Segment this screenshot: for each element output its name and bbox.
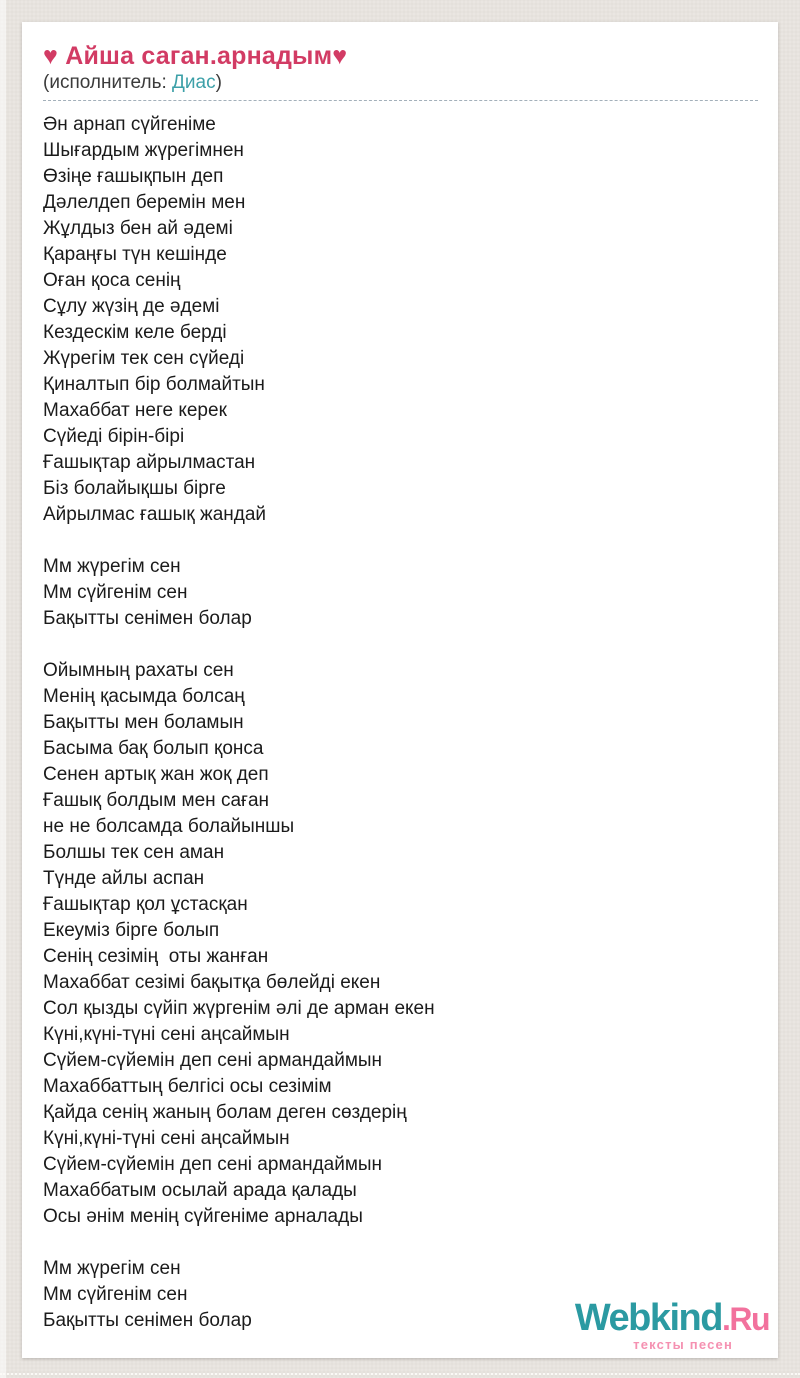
lyric-line: Бақытты мен боламын [43,712,244,733]
lyric-line: Екеуміз бірге болып [43,920,220,941]
artist-line [43,73,758,101]
lyric-line: Сүйем-сүйемін деп сені армандаймын [43,1050,383,1071]
lyric-line: Осы әнім менің сүйгеніме арналады [43,1206,363,1227]
heart-icon: ♥ [43,42,59,70]
song-title-text: Айша саган.арнадым [65,42,333,70]
lyric-line: Басыма бақ болып қонса [43,738,264,759]
lyric-line: Сол қызды сүйіп жүргенім әлі де арман екен [43,998,435,1019]
stanza [43,112,758,528]
lyric-line: Махаббаттың белгісі осы сезімім [43,1076,332,1097]
site-tagline: тексты песен [633,1337,733,1352]
lyric-line: Ғашық болдым мен саған [43,790,270,811]
lyric-line: Шығардым жүрегімнен [43,140,244,161]
lyric-line: Махаббатым осылай арада қалады [43,1180,357,1201]
lyric-line: Ән арнап сүйгеніме [43,114,216,135]
lyrics [43,112,758,1334]
lyric-line: Жүрегім тек сен сүйеді [43,348,245,369]
site-logo [575,1299,769,1351]
lyric-line: Өзіңе ғашықпын деп [43,166,224,187]
site-logo-link[interactable] [575,1299,769,1337]
lyric-line: Түнде айлы аспан [43,868,205,889]
lyric-line: Сұлу жүзің де әдемі [43,296,220,317]
lyric-line: Сенің сезімің оты жанған [43,946,269,967]
artist-label: (исполнитель: [43,72,173,93]
lyric-line: Мм жүрегім сен [43,1258,181,1279]
lyric-line: Ойымның рахаты сен [43,660,234,681]
heart-icon: ♥ [332,42,348,70]
lyric-line: Қараңғы түн кешінде [43,244,227,265]
lyric-line: Оған қоса сенің [43,270,181,291]
lyric-line: Біз болайықшы бірге [43,478,226,499]
lyric-line: Жұлдыз бен ай әдемі [43,218,233,239]
lyric-line: Кездескім келе берді [43,322,227,343]
lyric-line: Күні,күні-түні сені аңсаймын [43,1024,290,1045]
lyric-line: не не болсамда болайыншы [43,816,295,837]
lyric-line: Қайда сенің жаның болам деген сөздерің [43,1102,407,1123]
lyric-line: Ғашықтар айрылмастан [43,452,256,473]
stanza [43,658,758,1230]
brand-name: Webkind [574,1297,722,1339]
lyric-line: Қиналтып бір болмайтын [43,374,265,395]
lyric-line: Ғашықтар қол ұстасқан [43,894,248,915]
artist-label-close: ) [215,72,222,93]
lyric-line: Күні,күні-түні сені аңсаймын [43,1128,290,1149]
lyric-line: Айрылмас ғашық жандай [43,504,267,525]
lyric-line: Бақытты сенімен болар [43,608,252,629]
lyric-line: Сүйем-сүйемін деп сені армандаймын [43,1154,383,1175]
page-title [43,44,758,68]
lyric-line: Дәлелдеп беремін мен [43,192,246,213]
lyric-line: Менің қасымда болсаң [43,686,245,707]
stanza [43,554,758,632]
lyric-line: Мм сүйгенім сен [43,582,188,603]
lyric-line: Сенен артық жан жоқ деп [43,764,269,785]
brand-domain: .Ru [721,1301,769,1337]
lyric-line: Махаббат неге керек [43,400,227,421]
page-left-edge [0,0,6,1378]
lyric-line: Мм жүрегім сен [43,556,181,577]
lyrics-card-content [22,22,778,1334]
lyric-line: Мм сүйгенім сен [43,1284,188,1305]
lyrics-card [22,22,778,1358]
lyric-line: Сүйеді бірін-бірі [43,426,185,447]
page-bottom-seam [0,1373,800,1375]
lyric-line: Махаббат сезімі бақытқа бөлейді екен [43,972,381,993]
lyric-line: Болшы тек сен аман [43,842,225,863]
lyric-line: Бақытты сенімен болар [43,1310,252,1331]
artist-link[interactable]: Диас [172,72,216,93]
